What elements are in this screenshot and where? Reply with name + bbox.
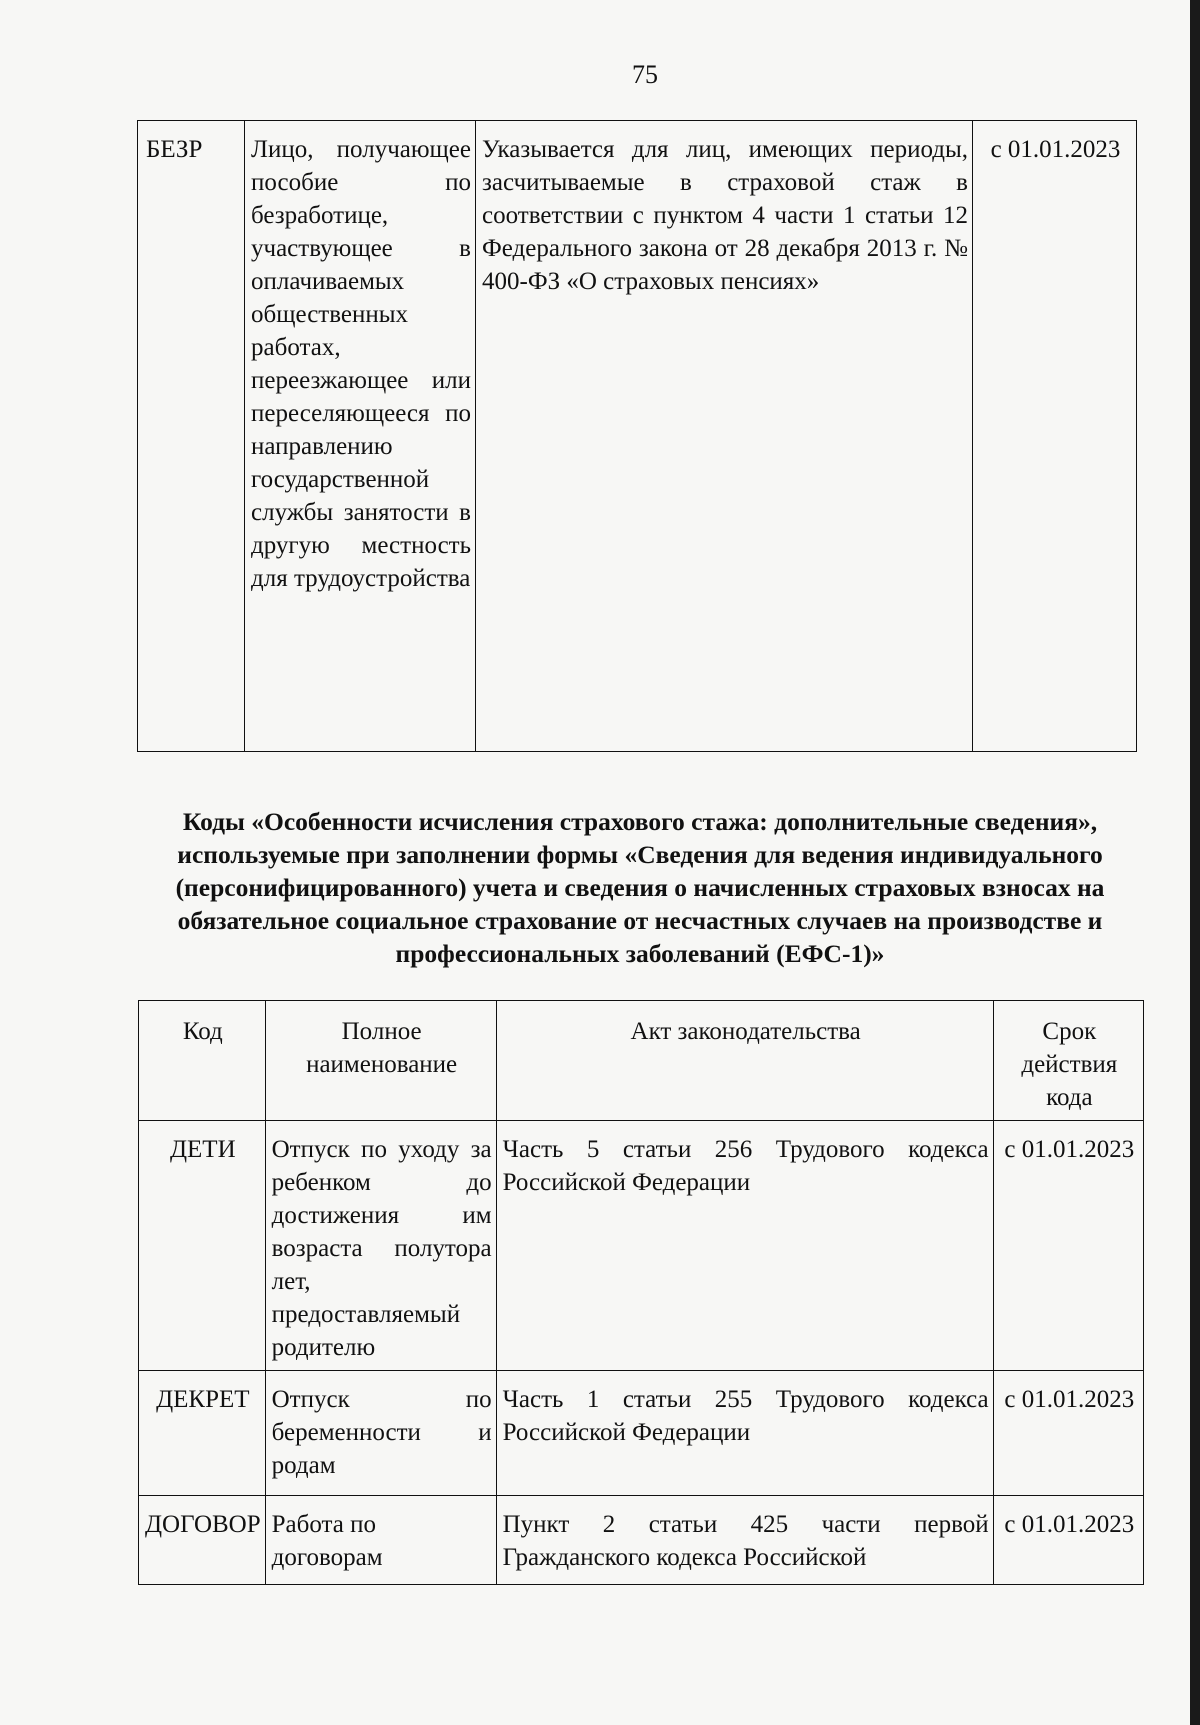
name-cell: Отпуск по беременности и родам: [265, 1371, 496, 1496]
code-cell: ДЕКРЕТ: [139, 1371, 266, 1496]
term-cell: с 01.01.2023: [993, 1496, 1143, 1585]
name-cell: Работа по договорам: [265, 1496, 496, 1585]
table-row: [139, 1496, 1144, 1585]
code-cell: ДЕТИ: [139, 1121, 266, 1371]
table-row: [138, 121, 1137, 752]
header-term: Срок действия кода: [993, 1001, 1143, 1121]
section-heading: Коды «Особенности исчисления страхового стажа: дополнительные сведения», используемые при заполнении формы «Сведения для ведения индивидуального (персонифицированного) учета и сведения о начисленных страховых взносах на обязательное социальное страхование от несчастных случаев на производстве и профессиональных заболеваний (ЕФС-1)»: [175, 807, 1105, 968]
act-cell: Пункт 2 статьи 425 части первой Гражданского кодекса Российской: [496, 1496, 993, 1585]
header-act: Акт законодательства: [496, 1001, 993, 1121]
term-cell: с 01.01.2023: [973, 121, 1137, 752]
header-code: Код: [139, 1001, 266, 1121]
page-number: 75: [632, 60, 658, 89]
act-cell: Часть 1 статьи 255 Трудового кодекса Российской Федерации: [496, 1371, 993, 1496]
act-cell: Указывается для лиц, имеющих периоды, засчитываемые в страховой стаж в соответствии с пунктом 4 части 1 статьи 12 Федерального закона от 28 декабря 2013 г. № 400-ФЗ «О страховых пенсиях»: [476, 121, 973, 752]
codes-table: [138, 1000, 1144, 1585]
table-row: [139, 1121, 1144, 1371]
code-cell: БЕЗР: [138, 121, 245, 752]
scan-edge: [1190, 0, 1200, 1725]
header-name: Полное наименование: [265, 1001, 496, 1121]
code-cell: ДОГОВОР: [139, 1496, 266, 1585]
term-cell: с 01.01.2023: [993, 1121, 1143, 1371]
act-cell: Часть 5 статьи 256 Трудового кодекса Российской Федерации: [496, 1121, 993, 1371]
name-cell: Лицо, получающее пособие по безработице, участвующее в оплачиваемых общественных работах, переезжающее или переселяющееся по направлению государственной службы занятости в другую местность для трудоустройства: [245, 121, 476, 752]
table-row: [139, 1371, 1144, 1496]
continued-codes-table: [137, 120, 1137, 752]
name-cell: Отпуск по уходу за ребенком до достижения им возраста полутора лет, предоставляемый родителю: [265, 1121, 496, 1371]
term-cell: с 01.01.2023: [993, 1371, 1143, 1496]
table-header-row: [139, 1001, 1144, 1121]
